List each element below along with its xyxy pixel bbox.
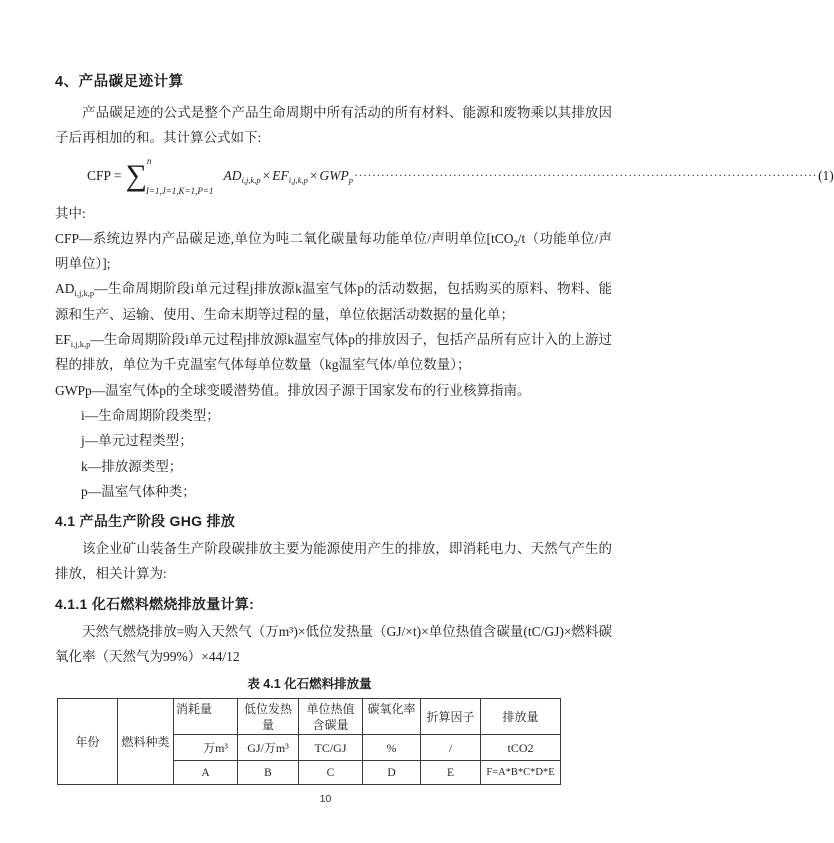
header-cell-carbon-content: 单位热值含碳量 [299, 699, 363, 735]
unit-cell-heating-value: GJ/万m³ [238, 735, 299, 761]
header-cell-consumption: 消耗量 [174, 699, 238, 735]
letter-cell-c: C [299, 761, 363, 785]
header-cell-year: 年份 [58, 699, 118, 785]
formula-term-ef-subscript: i,j,k,p [288, 174, 308, 185]
table-header-row [58, 699, 561, 735]
unit-cell-consumption: 万m³ [174, 735, 238, 761]
index-item-k: k—排放源类型； [81, 458, 183, 474]
multiply-sign: × [262, 167, 271, 183]
letter-cell-f-formula: F=A*B*C*D*E [481, 761, 561, 785]
fossil-fuel-table [57, 698, 561, 785]
definition-ad-symbol: AD [55, 281, 75, 297]
definition-ef [55, 327, 612, 378]
header-cell-heating-value: 低位发热量 [238, 699, 299, 735]
formula-term-ad-subscript: i,j,k,p [241, 174, 261, 185]
definition-ef-symbol: EF [55, 332, 71, 348]
definition-cfp-text: /t（功能单位/声明单位）]; [55, 230, 612, 272]
cfp-formula [87, 154, 834, 198]
definition-ad-text: —生命周期阶段i单元过程j排放源k温室气体p的活动数据，包括购买的原料、物料、能源和生产、运输、使用、生命末期等过程的量，单位依据活动数据的量化单； [55, 281, 612, 322]
definition-cfp [55, 226, 612, 277]
definition-gwp-text: GWPp—温室气体p的全球变暖潜势值。排放因子源于国家发布的行业核算指南。 [55, 382, 531, 398]
header-cell-emission: 排放量 [481, 699, 561, 735]
intro-paragraph: 产品碳足迹的公式是整个产品生命周期中所有活动的所有材料、能源和废物乘以其排放因子后再相加的和。其计算公式如下: [55, 105, 612, 146]
letter-cell-d: D [363, 761, 421, 785]
sum-limits [146, 156, 214, 196]
unit-cell-oxidation-rate: % [363, 735, 421, 761]
formula-term-ad: AD [223, 167, 242, 183]
index-item-p: p—温室气体种类； [81, 483, 196, 499]
letter-cell-b: B [238, 761, 299, 785]
section-4-1-heading: 4.1 产品生产阶段 GHG 排放 [55, 513, 236, 530]
definition-cfp-text: CFP—系统边界内产品碳足迹,单位为吨二氧化碳量每功能单位/声明单位[tCO [55, 230, 514, 246]
letter-cell-e: E [421, 761, 481, 785]
index-item-i: i—生命周期阶段类型； [81, 407, 220, 423]
definition-ef-text: —生命周期阶段i单元过程j排放源k温室气体p的排放因子，包括产品所有应计入的上游过程的排放，单位为千克温室气体每单位数量（kg温室气体/单位数量）； [55, 332, 612, 373]
definition-gwp [55, 378, 612, 403]
index-item-j: j—单元过程类型； [81, 433, 193, 449]
definition-ad-subscript: i,j,k,p [74, 288, 95, 299]
unit-cell-carbon-content: TC/GJ [299, 735, 363, 761]
sum-upper-limit: n [146, 155, 152, 166]
formula-term-gwp-subscript: p [348, 174, 353, 185]
multiply-sign: × [309, 167, 318, 183]
section-4-heading: 4、产品碳足迹计算 [55, 74, 184, 90]
sum-lower-limit: I=1,J=1,K=1,P=1 [145, 185, 214, 196]
dot-leader: ······································································································· [353, 168, 818, 183]
page-number: 10 [319, 793, 332, 805]
definition-cfp-subscript: 2 [513, 237, 518, 248]
letter-cell-a: A [174, 761, 238, 785]
section-4-1-paragraph: 该企业矿山装备生产阶段碳排放主要为能源使用产生的排放，即消耗电力、天然气产生的排放，相关计算为: [55, 541, 612, 582]
sigma-symbol: ∑ [125, 158, 147, 192]
unit-cell-conversion-factor: / [421, 735, 481, 761]
header-cell-conversion-factor: 折算因子 [421, 699, 481, 735]
document-page [55, 72, 834, 785]
table-caption: 表 4.1 化石燃料排放量 [247, 677, 372, 692]
formula-lhs: CFP = [87, 167, 122, 183]
unit-cell-emission: tCO2 [481, 735, 561, 761]
equation-number: (1) [818, 167, 834, 183]
definition-ad [55, 276, 612, 327]
where-label: 其中: [55, 205, 86, 221]
section-4-1-1-heading: 4.1.1 化石燃料燃烧排放量计算: [55, 595, 255, 612]
header-cell-oxidation-rate: 碳氧化率 [363, 699, 421, 735]
gas-formula-paragraph: 天然气燃烧排放=购入天然气（万m³)×低位发热量（GJ/×t)×单位热值含碳量(tC/GJ)×燃料碳氧化率（天然气为99%）×44/12 [55, 623, 612, 665]
formula-term-ef: EF [272, 167, 289, 183]
header-cell-fuel-type: 燃料种类 [118, 699, 174, 785]
formula-terms [223, 168, 353, 184]
definition-ef-subscript: i,j,k,p [70, 339, 91, 350]
formula-term-gwp: GWP [319, 167, 349, 183]
